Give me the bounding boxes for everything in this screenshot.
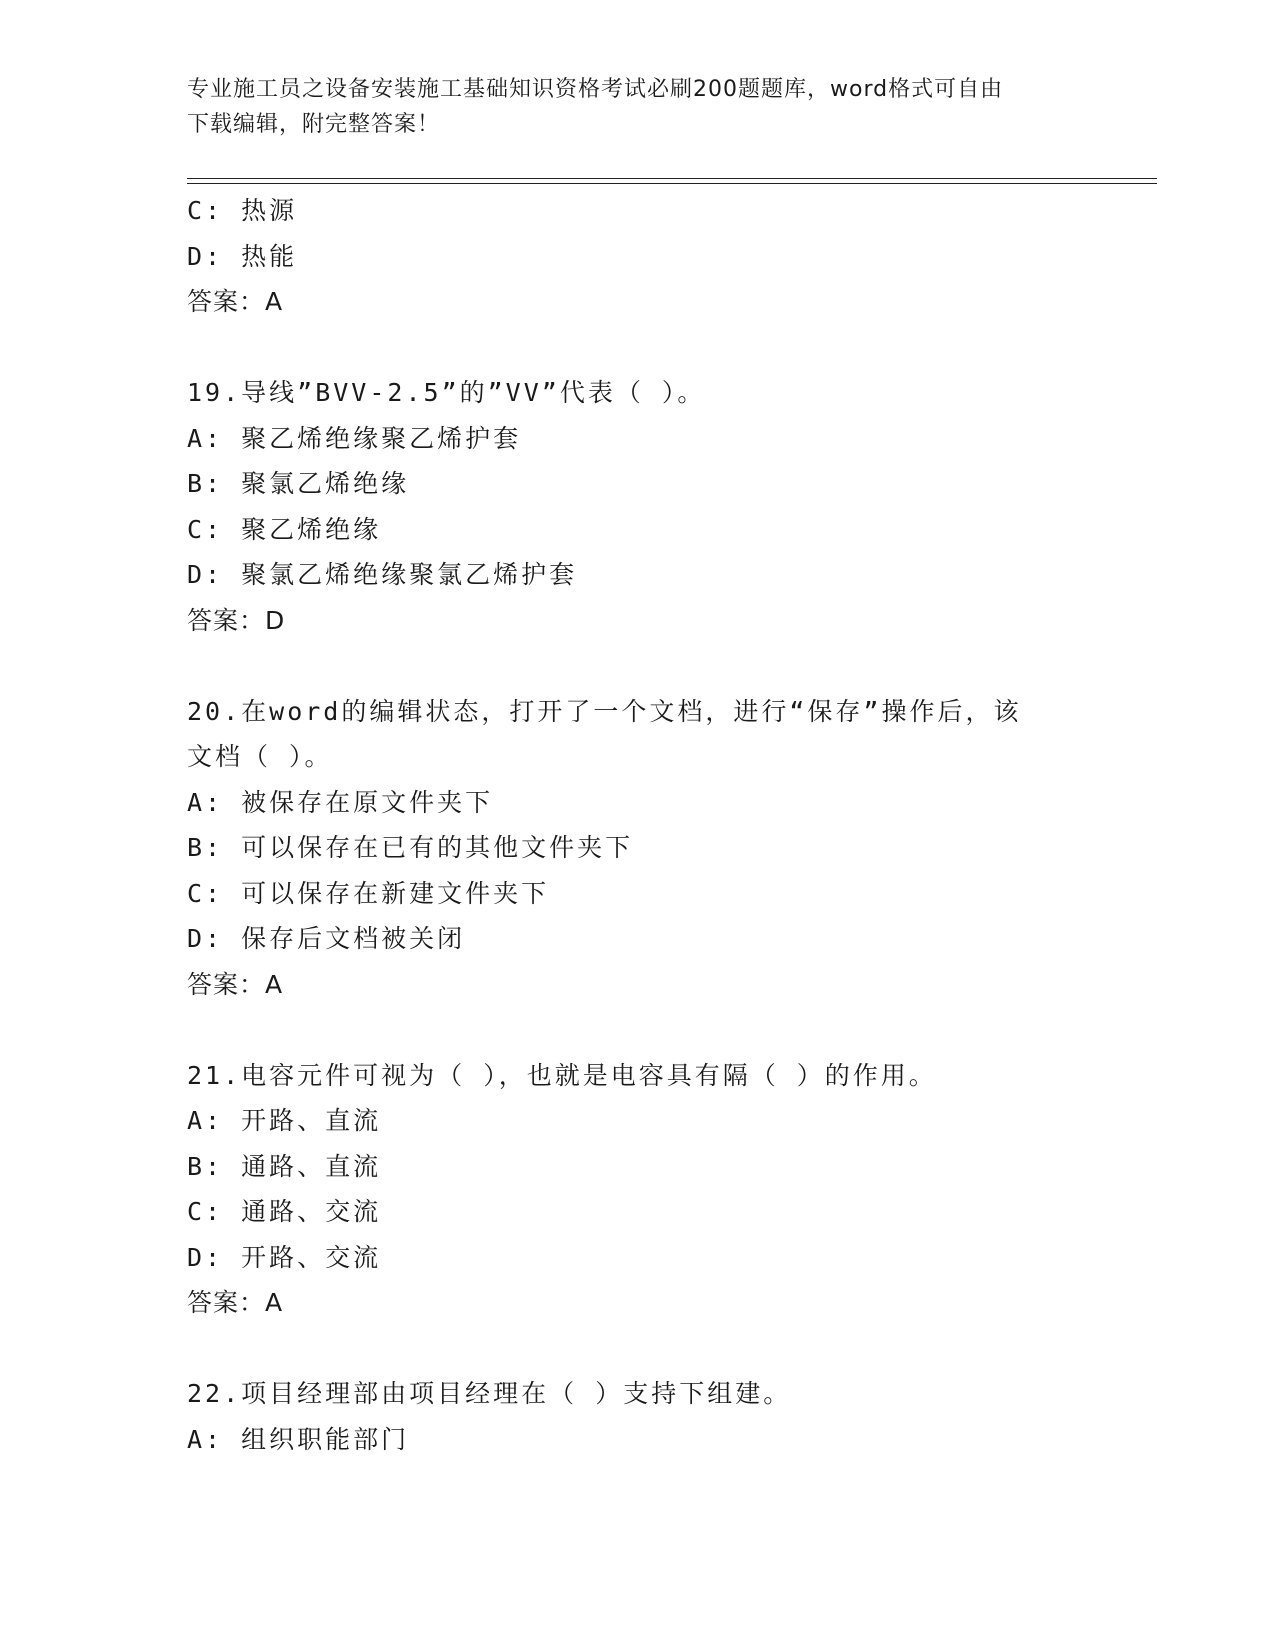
option-d: D: 保存后文档被关闭 — [187, 924, 466, 953]
option-a: A: 聚乙烯绝缘聚乙烯护套 — [187, 423, 522, 453]
answer-line: 答案：D — [187, 605, 286, 635]
header-divider-bottom — [187, 183, 1157, 184]
document-body — [187, 188, 1157, 1462]
option-c: C: 聚乙烯绝缘 — [187, 514, 382, 544]
answer-line: 答案：A — [187, 1288, 284, 1317]
question-21 — [187, 1053, 1157, 1326]
option-b: B: 通路、直流 — [187, 1151, 382, 1181]
option-b: B: 可以保存在已有的其他文件夹下 — [187, 833, 634, 862]
question-stem-line-2: 文档（ ）。 — [187, 742, 333, 771]
option-c: C: 热源 — [187, 196, 298, 225]
header-divider-top — [187, 178, 1157, 179]
answer-line: 答案：A — [187, 287, 284, 316]
header-line-2: 下载编辑，附完整答案！ — [187, 112, 441, 137]
option-d: D: 聚氯乙烯绝缘聚氯乙烯护套 — [187, 560, 578, 589]
header-line-1: 专业施工员之设备安装施工基础知识资格考试必刷200题题库，word格式可自由 — [187, 77, 1004, 102]
question-18-tail — [187, 188, 1157, 325]
option-a: A: 被保存在原文件夹下 — [187, 787, 494, 817]
option-c: C: 可以保存在新建文件夹下 — [187, 878, 550, 908]
option-c: C: 通路、交流 — [187, 1197, 382, 1226]
option-d: D: 热能 — [187, 241, 298, 271]
document-header — [187, 72, 1057, 142]
option-d: D: 开路、交流 — [187, 1242, 382, 1272]
question-stem: 22.项目经理部由项目经理在（ ）支持下组建。 — [187, 1379, 792, 1408]
option-b: B: 聚氯乙烯绝缘 — [187, 469, 410, 498]
question-19 — [187, 370, 1157, 643]
question-22 — [187, 1371, 1157, 1462]
option-a: A: 开路、直流 — [187, 1106, 382, 1135]
option-a: A: 组织职能部门 — [187, 1424, 410, 1454]
question-stem: 21.电容元件可视为（ ），也就是电容具有隔（ ）的作用。 — [187, 1060, 937, 1090]
question-stem: 19.导线”BVV-2.5”的”VV”代表（ ）。 — [187, 378, 706, 407]
question-20 — [187, 689, 1157, 1008]
answer-line: 答案：A — [187, 969, 284, 999]
question-stem-line-1: 20.在word的编辑状态，打开了一个文档，进行“保存”操作后，该 — [187, 696, 1022, 726]
